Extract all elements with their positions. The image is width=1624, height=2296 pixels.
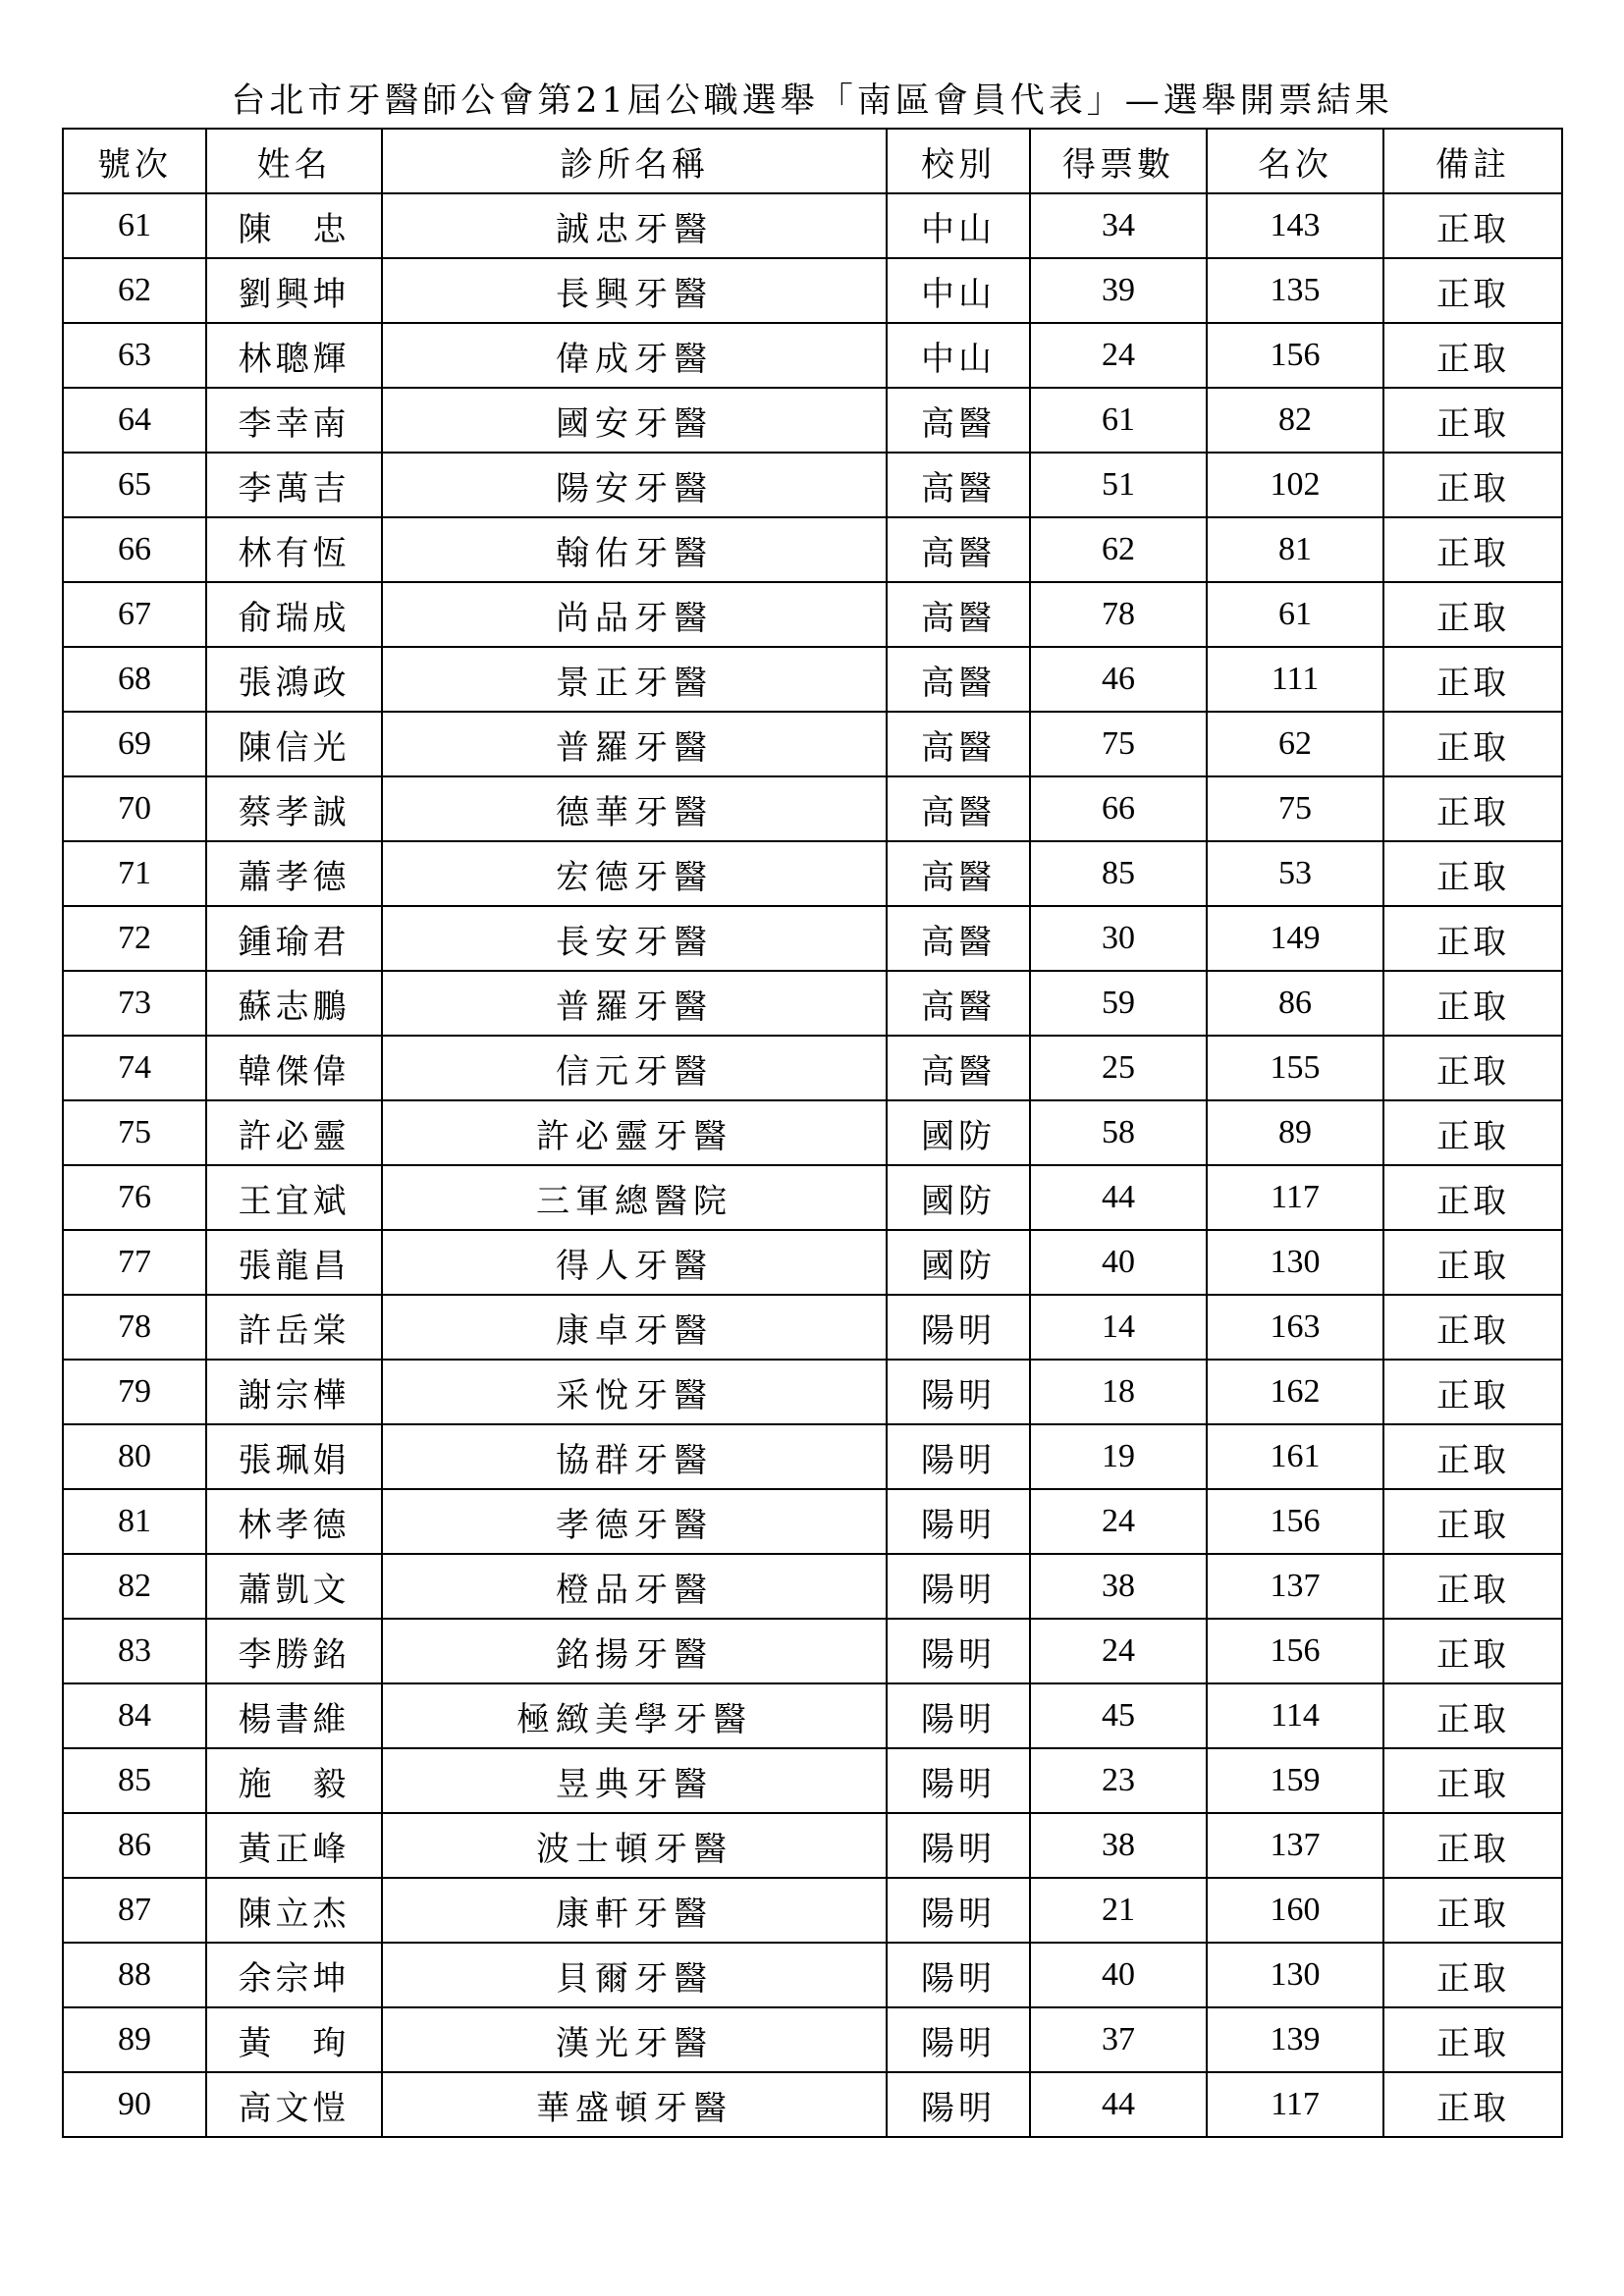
cell-name: 施 毅	[206, 1748, 382, 1813]
cell-votes: 25	[1030, 1036, 1207, 1100]
table-row	[63, 1230, 1562, 1295]
cell-clinic: 誠忠牙醫	[382, 193, 887, 258]
cell-number: 84	[63, 1683, 206, 1748]
cell-rank: 102	[1207, 453, 1383, 517]
cell-school: 高醫	[887, 647, 1030, 712]
cell-name: 黃正峰	[206, 1813, 382, 1878]
cell-votes: 23	[1030, 1748, 1207, 1813]
table-row	[63, 1813, 1562, 1878]
cell-note: 正取	[1383, 517, 1562, 582]
cell-note: 正取	[1383, 1424, 1562, 1489]
cell-rank: 137	[1207, 1813, 1383, 1878]
cell-votes: 44	[1030, 2072, 1207, 2137]
cell-rank: 89	[1207, 1100, 1383, 1165]
cell-note: 正取	[1383, 1295, 1562, 1360]
cell-clinic: 信元牙醫	[382, 1036, 887, 1100]
cell-name: 張珮娟	[206, 1424, 382, 1489]
cell-rank: 139	[1207, 2007, 1383, 2072]
table-row	[63, 323, 1562, 388]
cell-school: 陽明	[887, 1424, 1030, 1489]
table-row	[63, 1489, 1562, 1554]
cell-name: 林有恆	[206, 517, 382, 582]
cell-number: 86	[63, 1813, 206, 1878]
table-row	[63, 1619, 1562, 1683]
table-row	[63, 1878, 1562, 1943]
table-header-row	[63, 129, 1562, 193]
header-rank: 名次	[1207, 129, 1383, 193]
cell-rank: 130	[1207, 1230, 1383, 1295]
cell-votes: 21	[1030, 1878, 1207, 1943]
cell-note: 正取	[1383, 1360, 1562, 1424]
cell-votes: 38	[1030, 1554, 1207, 1619]
table-row	[63, 971, 1562, 1036]
cell-school: 高醫	[887, 453, 1030, 517]
cell-note: 正取	[1383, 1036, 1562, 1100]
cell-votes: 59	[1030, 971, 1207, 1036]
cell-note: 正取	[1383, 2072, 1562, 2137]
cell-votes: 40	[1030, 1943, 1207, 2007]
cell-name: 高文愷	[206, 2072, 382, 2137]
cell-name: 陳信光	[206, 712, 382, 776]
cell-school: 陽明	[887, 2072, 1030, 2137]
table-row	[63, 453, 1562, 517]
header-clinic: 診所名稱	[382, 129, 887, 193]
cell-number: 78	[63, 1295, 206, 1360]
cell-name: 蘇志鵬	[206, 971, 382, 1036]
cell-clinic: 翰佑牙醫	[382, 517, 887, 582]
cell-votes: 18	[1030, 1360, 1207, 1424]
cell-votes: 62	[1030, 517, 1207, 582]
cell-note: 正取	[1383, 1554, 1562, 1619]
table-row	[63, 1424, 1562, 1489]
cell-clinic: 三軍總醫院	[382, 1165, 887, 1230]
cell-number: 63	[63, 323, 206, 388]
cell-school: 中山	[887, 258, 1030, 323]
page-title: 台北市牙醫師公會第21屆公職選舉「南區會員代表」—選舉開票結果	[231, 81, 1393, 121]
table-row	[63, 841, 1562, 906]
cell-votes: 39	[1030, 258, 1207, 323]
cell-note: 正取	[1383, 712, 1562, 776]
cell-votes: 24	[1030, 1489, 1207, 1554]
table-row	[63, 1554, 1562, 1619]
cell-number: 87	[63, 1878, 206, 1943]
cell-clinic: 橙品牙醫	[382, 1554, 887, 1619]
table-row	[63, 1943, 1562, 2007]
cell-clinic: 普羅牙醫	[382, 971, 887, 1036]
cell-clinic: 國安牙醫	[382, 388, 887, 453]
table-row	[63, 647, 1562, 712]
cell-name: 楊書維	[206, 1683, 382, 1748]
table-row	[63, 258, 1562, 323]
cell-school: 高醫	[887, 841, 1030, 906]
cell-school: 陽明	[887, 1748, 1030, 1813]
cell-name: 許必靈	[206, 1100, 382, 1165]
cell-school: 陽明	[887, 1360, 1030, 1424]
cell-school: 陽明	[887, 2007, 1030, 2072]
cell-votes: 75	[1030, 712, 1207, 776]
cell-name: 李勝銘	[206, 1619, 382, 1683]
header-votes: 得票數	[1030, 129, 1207, 193]
cell-number: 79	[63, 1360, 206, 1424]
cell-name: 林聰輝	[206, 323, 382, 388]
cell-clinic: 銘揚牙醫	[382, 1619, 887, 1683]
cell-number: 62	[63, 258, 206, 323]
cell-note: 正取	[1383, 323, 1562, 388]
cell-rank: 162	[1207, 1360, 1383, 1424]
cell-votes: 45	[1030, 1683, 1207, 1748]
table-row	[63, 1165, 1562, 1230]
cell-clinic: 康卓牙醫	[382, 1295, 887, 1360]
cell-school: 陽明	[887, 1295, 1030, 1360]
cell-school: 高醫	[887, 776, 1030, 841]
cell-number: 76	[63, 1165, 206, 1230]
cell-clinic: 許必靈牙醫	[382, 1100, 887, 1165]
cell-number: 61	[63, 193, 206, 258]
cell-rank: 130	[1207, 1943, 1383, 2007]
cell-clinic: 協群牙醫	[382, 1424, 887, 1489]
cell-number: 65	[63, 453, 206, 517]
cell-clinic: 宏德牙醫	[382, 841, 887, 906]
header-note: 備註	[1383, 129, 1562, 193]
cell-clinic: 華盛頓牙醫	[382, 2072, 887, 2137]
cell-note: 正取	[1383, 388, 1562, 453]
table-row	[63, 1100, 1562, 1165]
cell-rank: 155	[1207, 1036, 1383, 1100]
cell-note: 正取	[1383, 1878, 1562, 1943]
cell-votes: 24	[1030, 323, 1207, 388]
table-row	[63, 1360, 1562, 1424]
cell-name: 陳 忠	[206, 193, 382, 258]
cell-rank: 53	[1207, 841, 1383, 906]
cell-note: 正取	[1383, 1165, 1562, 1230]
cell-rank: 61	[1207, 582, 1383, 647]
cell-name: 林孝德	[206, 1489, 382, 1554]
cell-clinic: 孝德牙醫	[382, 1489, 887, 1554]
cell-number: 90	[63, 2072, 206, 2137]
cell-name: 許岳棠	[206, 1295, 382, 1360]
table-row	[63, 517, 1562, 582]
cell-note: 正取	[1383, 776, 1562, 841]
cell-votes: 44	[1030, 1165, 1207, 1230]
cell-rank: 137	[1207, 1554, 1383, 1619]
cell-votes: 78	[1030, 582, 1207, 647]
cell-note: 正取	[1383, 1813, 1562, 1878]
cell-rank: 163	[1207, 1295, 1383, 1360]
cell-note: 正取	[1383, 258, 1562, 323]
cell-number: 67	[63, 582, 206, 647]
table-row	[63, 906, 1562, 971]
cell-clinic: 漢光牙醫	[382, 2007, 887, 2072]
cell-number: 73	[63, 971, 206, 1036]
table-row	[63, 193, 1562, 258]
cell-clinic: 偉成牙醫	[382, 323, 887, 388]
header-name: 姓名	[206, 129, 382, 193]
cell-clinic: 得人牙醫	[382, 1230, 887, 1295]
cell-school: 中山	[887, 323, 1030, 388]
cell-name: 蕭孝德	[206, 841, 382, 906]
cell-number: 74	[63, 1036, 206, 1100]
cell-school: 陽明	[887, 1554, 1030, 1619]
cell-note: 正取	[1383, 1619, 1562, 1683]
cell-votes: 34	[1030, 193, 1207, 258]
table-row	[63, 1295, 1562, 1360]
cell-name: 鍾瑜君	[206, 906, 382, 971]
cell-votes: 37	[1030, 2007, 1207, 2072]
cell-clinic: 德華牙醫	[382, 776, 887, 841]
header-school: 校別	[887, 129, 1030, 193]
cell-rank: 143	[1207, 193, 1383, 258]
table-row	[63, 776, 1562, 841]
cell-number: 77	[63, 1230, 206, 1295]
cell-school: 陽明	[887, 1943, 1030, 2007]
cell-note: 正取	[1383, 582, 1562, 647]
cell-note: 正取	[1383, 971, 1562, 1036]
cell-note: 正取	[1383, 1100, 1562, 1165]
cell-name: 李萬吉	[206, 453, 382, 517]
cell-number: 88	[63, 1943, 206, 2007]
cell-name: 蕭凱文	[206, 1554, 382, 1619]
table-row	[63, 1036, 1562, 1100]
header-number: 號次	[63, 129, 206, 193]
cell-school: 陽明	[887, 1619, 1030, 1683]
cell-rank: 161	[1207, 1424, 1383, 1489]
cell-name: 黃 珣	[206, 2007, 382, 2072]
cell-rank: 159	[1207, 1748, 1383, 1813]
cell-rank: 75	[1207, 776, 1383, 841]
cell-school: 中山	[887, 193, 1030, 258]
cell-votes: 58	[1030, 1100, 1207, 1165]
table-row	[63, 2007, 1562, 2072]
cell-school: 國防	[887, 1230, 1030, 1295]
cell-number: 72	[63, 906, 206, 971]
cell-name: 劉興坤	[206, 258, 382, 323]
cell-rank: 156	[1207, 1489, 1383, 1554]
cell-school: 陽明	[887, 1813, 1030, 1878]
cell-number: 81	[63, 1489, 206, 1554]
cell-number: 64	[63, 388, 206, 453]
cell-number: 66	[63, 517, 206, 582]
cell-name: 陳立杰	[206, 1878, 382, 1943]
cell-note: 正取	[1383, 1943, 1562, 2007]
table-row	[63, 2072, 1562, 2137]
cell-rank: 111	[1207, 647, 1383, 712]
cell-school: 高醫	[887, 971, 1030, 1036]
cell-clinic: 尚品牙醫	[382, 582, 887, 647]
cell-rank: 156	[1207, 323, 1383, 388]
cell-votes: 30	[1030, 906, 1207, 971]
cell-name: 李幸南	[206, 388, 382, 453]
cell-number: 71	[63, 841, 206, 906]
cell-school: 高醫	[887, 582, 1030, 647]
cell-rank: 117	[1207, 1165, 1383, 1230]
cell-note: 正取	[1383, 1683, 1562, 1748]
cell-votes: 85	[1030, 841, 1207, 906]
cell-clinic: 波士頓牙醫	[382, 1813, 887, 1878]
cell-clinic: 采悅牙醫	[382, 1360, 887, 1424]
cell-name: 張鴻政	[206, 647, 382, 712]
cell-votes: 24	[1030, 1619, 1207, 1683]
table-body	[63, 193, 1562, 2137]
election-results-table	[62, 128, 1563, 2138]
cell-school: 高醫	[887, 517, 1030, 582]
cell-votes: 66	[1030, 776, 1207, 841]
cell-rank: 114	[1207, 1683, 1383, 1748]
cell-clinic: 景正牙醫	[382, 647, 887, 712]
cell-school: 高醫	[887, 388, 1030, 453]
cell-votes: 40	[1030, 1230, 1207, 1295]
cell-school: 陽明	[887, 1878, 1030, 1943]
cell-votes: 46	[1030, 647, 1207, 712]
cell-votes: 51	[1030, 453, 1207, 517]
cell-school: 國防	[887, 1100, 1030, 1165]
cell-number: 80	[63, 1424, 206, 1489]
cell-school: 高醫	[887, 712, 1030, 776]
cell-school: 國防	[887, 1165, 1030, 1230]
cell-rank: 156	[1207, 1619, 1383, 1683]
table-row	[63, 712, 1562, 776]
cell-number: 83	[63, 1619, 206, 1683]
cell-number: 69	[63, 712, 206, 776]
cell-number: 89	[63, 2007, 206, 2072]
cell-number: 85	[63, 1748, 206, 1813]
cell-clinic: 極緻美學牙醫	[382, 1683, 887, 1748]
cell-note: 正取	[1383, 1230, 1562, 1295]
cell-name: 張龍昌	[206, 1230, 382, 1295]
cell-note: 正取	[1383, 2007, 1562, 2072]
cell-rank: 82	[1207, 388, 1383, 453]
cell-note: 正取	[1383, 453, 1562, 517]
cell-clinic: 長興牙醫	[382, 258, 887, 323]
cell-note: 正取	[1383, 906, 1562, 971]
table-row	[63, 1683, 1562, 1748]
cell-note: 正取	[1383, 1748, 1562, 1813]
cell-clinic: 長安牙醫	[382, 906, 887, 971]
cell-rank: 135	[1207, 258, 1383, 323]
cell-name: 王宜斌	[206, 1165, 382, 1230]
cell-clinic: 康軒牙醫	[382, 1878, 887, 1943]
cell-note: 正取	[1383, 647, 1562, 712]
cell-school: 陽明	[887, 1489, 1030, 1554]
cell-votes: 14	[1030, 1295, 1207, 1360]
cell-name: 韓傑偉	[206, 1036, 382, 1100]
table-row	[63, 582, 1562, 647]
cell-number: 68	[63, 647, 206, 712]
cell-name: 余宗坤	[206, 1943, 382, 2007]
cell-number: 82	[63, 1554, 206, 1619]
cell-rank: 160	[1207, 1878, 1383, 1943]
cell-number: 70	[63, 776, 206, 841]
cell-rank: 117	[1207, 2072, 1383, 2137]
cell-clinic: 普羅牙醫	[382, 712, 887, 776]
cell-school: 高醫	[887, 1036, 1030, 1100]
cell-rank: 62	[1207, 712, 1383, 776]
cell-name: 謝宗樺	[206, 1360, 382, 1424]
table-row	[63, 1748, 1562, 1813]
cell-clinic: 昱典牙醫	[382, 1748, 887, 1813]
cell-rank: 149	[1207, 906, 1383, 971]
cell-school: 陽明	[887, 1683, 1030, 1748]
cell-note: 正取	[1383, 841, 1562, 906]
cell-clinic: 貝爾牙醫	[382, 1943, 887, 2007]
cell-votes: 19	[1030, 1424, 1207, 1489]
cell-votes: 38	[1030, 1813, 1207, 1878]
cell-rank: 86	[1207, 971, 1383, 1036]
cell-school: 高醫	[887, 906, 1030, 971]
cell-note: 正取	[1383, 193, 1562, 258]
cell-name: 蔡孝誠	[206, 776, 382, 841]
cell-clinic: 陽安牙醫	[382, 453, 887, 517]
cell-name: 俞瑞成	[206, 582, 382, 647]
cell-number: 75	[63, 1100, 206, 1165]
cell-rank: 81	[1207, 517, 1383, 582]
cell-note: 正取	[1383, 1489, 1562, 1554]
cell-votes: 61	[1030, 388, 1207, 453]
table-row	[63, 388, 1562, 453]
